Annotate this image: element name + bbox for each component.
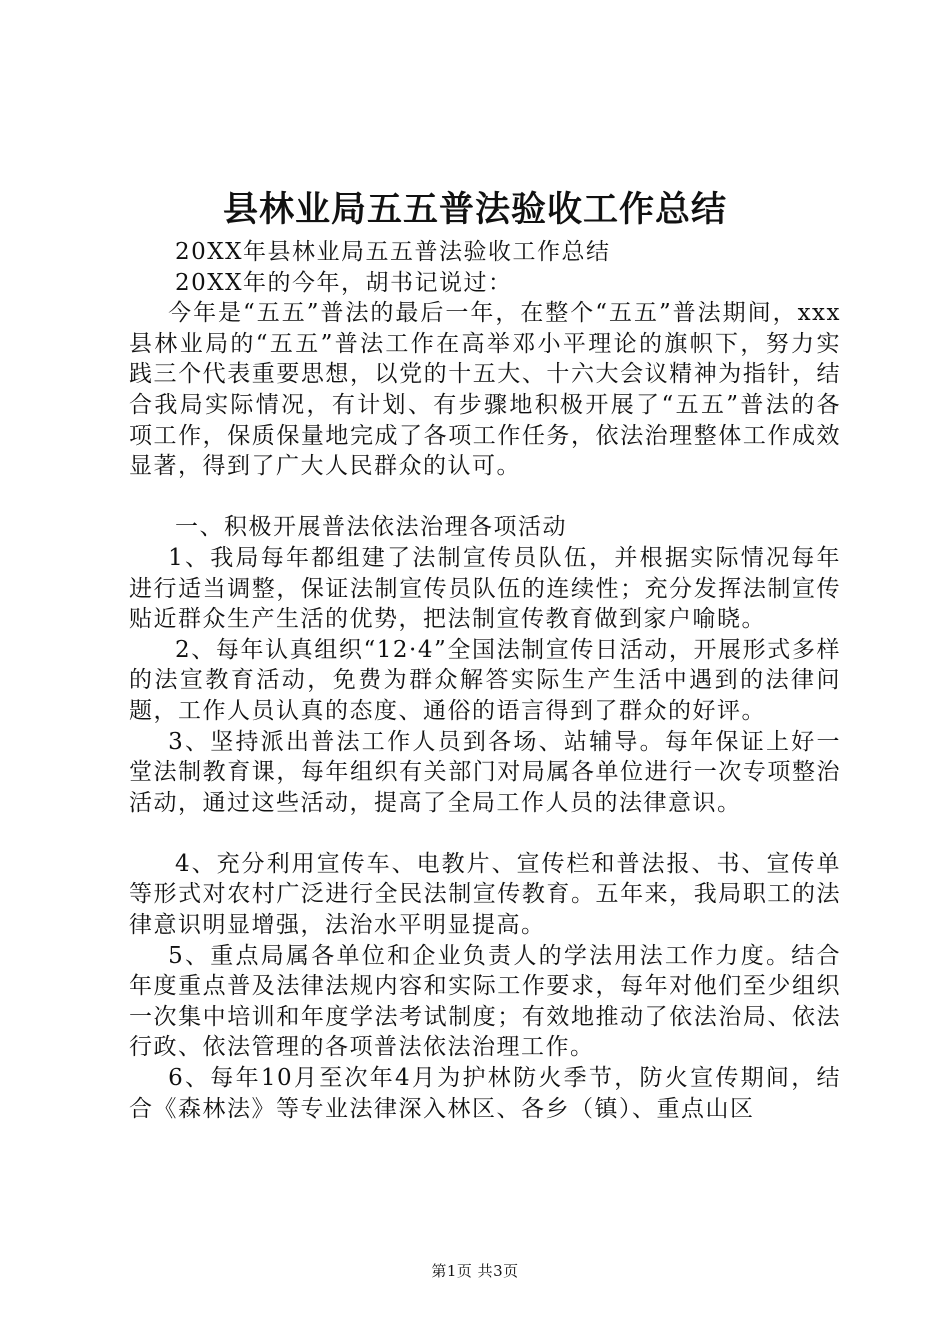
paragraph-item-5: 5、重点局属各单位和企业负责人的学法用法工作力度。结合年度重点普及法律法规内容和实际工作要求，每年对他们至少组织一次集中培训和年度学法考试制度；有效地推动了依法治局、依法行政、依法管理的各项普法依法治理工作。: [129, 942, 841, 1061]
paragraph-item-2: 2、每年认真组织“12·4”全国法制宣传日活动，开展形式多样的法宣教育活动，免费为群众解答实际生产生活中遇到的法律问题，工作人员认真的态度、通俗的语言得到了群众的好评。: [129, 636, 841, 724]
document-title: 县林业局五五普法验收工作总结: [222, 189, 727, 230]
paragraph-item-3: 3、坚持派出普法工作人员到各场、站辅导。每年保证上好一堂法制教育课，每年组织有关部门对局属各单位进行一次专项整治活动，通过这些活动，提高了全局工作人员的法律意识。: [129, 728, 841, 816]
paragraph-item-6: 6、每年10月至次年4月为护林防火季节，防火宣传期间，结合《森林法》等专业法律深入林区、各乡（镇）、重点山区: [129, 1065, 841, 1122]
paragraph-quote-intro: 20XX年的今年，胡书记说过：: [175, 269, 513, 296]
paragraph-subtitle: 20XX年县林业局五五普法验收工作总结: [175, 239, 611, 265]
document-body: [129, 237, 841, 1124]
paragraph-item-4: 4、充分利用宣传车、电教片、宣传栏和普法报、书、宣传单等形式对农村广泛进行全民法制宣传教育。五年来，我局职工的法律意识明显增强，法治水平明显提高。: [129, 850, 841, 939]
paragraph-item-1: 1、我局每年都组建了法制宣传员队伍，并根据实际情况每年进行适当调整，保证法制宣传员队伍的连续性；充分发挥法制宣传贴近群众生产生活的优势，把法制宣传教育做到家户喻晓。: [129, 544, 841, 633]
page-number-footer: 第1页 共3页: [431, 1262, 519, 1280]
section-heading: 一、积极开展普法依法治理各项活动: [175, 514, 567, 541]
paragraph-intro: 今年是“五五”普法的最后一年，在整个“五五”普法期间，xxx县林业局的“五五”普法工作在高举邓小平理论的旗帜下，努力实践三个代表重要思想，以党的十五大、十六大会议精神为指针，结合我局实际情况，有计划、有步骤地积极开展了“五五”普法的各项工作，保质保量地完成了各项工作任务，依法治理整体工作成效显著，得到了广大人民群众的认可。: [129, 300, 841, 480]
